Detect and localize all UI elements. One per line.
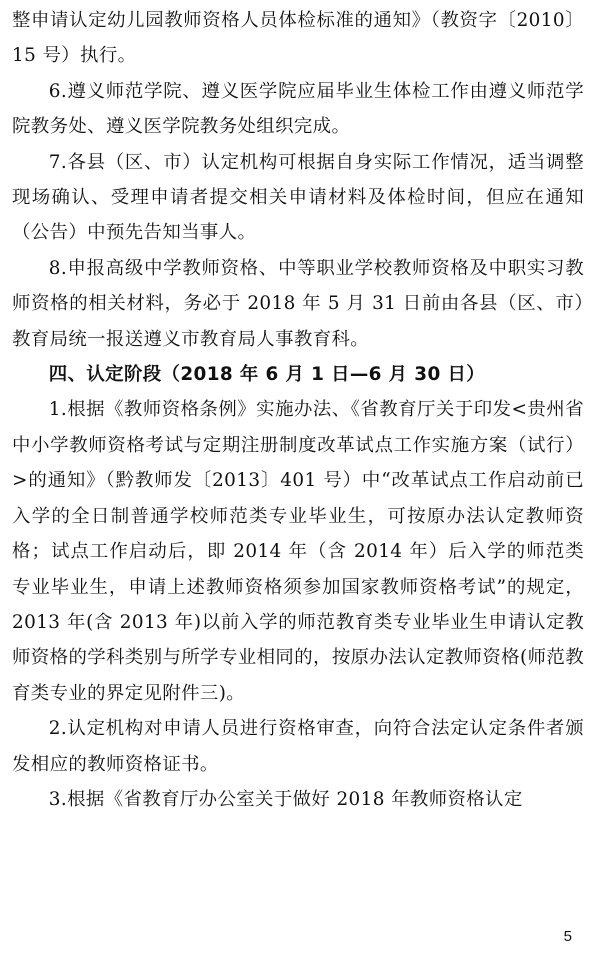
paragraph-item-6: 6.遵义师范学院、遵义医学院应届毕业生体检工作由遵义师范学院教务处、遵义医学院教务处组织完成。 (12, 80, 584, 138)
paragraph-stage-item-1: 1.根据《教师资格条例》实施办法、《省教育厅关于印发<贵州省中小学教师资格考试与定期注册制度改革试点工作实施方案（试行）>的通知》（黔教师发〔2013〕401 号）中“改革试点工作启动前已入学的全日制普通学校师范类专业毕业生，可按原办法认定教师资格；试点工作启动后，即 2014 年（含 2014 年）后入学的师范类专业毕业生，申请上述教师资格须参加国家教师资格考试”的规定，2013 年(含 2013 年)以前入学的师范教育类专业毕业生申请认定教师资格的学科类别与所学专业相同的，按原办法认定教师资格(师范教育类专业的界定见附件三)。 (12, 399, 584, 704)
paragraph-item-8: 8.申报高级中学教师资格、中等职业学校教师资格及中职实习教师资格的相关材料，务必于 2018 年 5 月 31 日前由各县（区、市）教育局统一报送遵义市教育局人事教育科。 (12, 257, 584, 350)
page-number: 5 (563, 928, 572, 945)
paragraph-item-7: 7.各县（区、市）认定机构可根据自身实际工作情况，适当调整现场确认、受理申请者提交相关申请材料及体检时间，但应在通知（公告）中预先告知当事人。 (12, 151, 584, 244)
section-heading-4: 四、认定阶段（2018 年 6 月 1 日—6 月 30 日） (48, 364, 486, 386)
paragraph-stage-item-2: 2.认定机构对申请人员进行资格审查，向符合法定认定条件者颁发相应的教师资格证书。 (12, 718, 584, 775)
paragraph-1: 整申请认定幼儿园教师资格人员体检标准的通知》（教资字〔2010〕15 号）执行。 (12, 10, 584, 67)
document-body (12, 3, 584, 817)
paragraph-stage-item-3: 3.根据《省教育厅办公室关于做好 2018 年教师资格认定 (48, 788, 523, 810)
